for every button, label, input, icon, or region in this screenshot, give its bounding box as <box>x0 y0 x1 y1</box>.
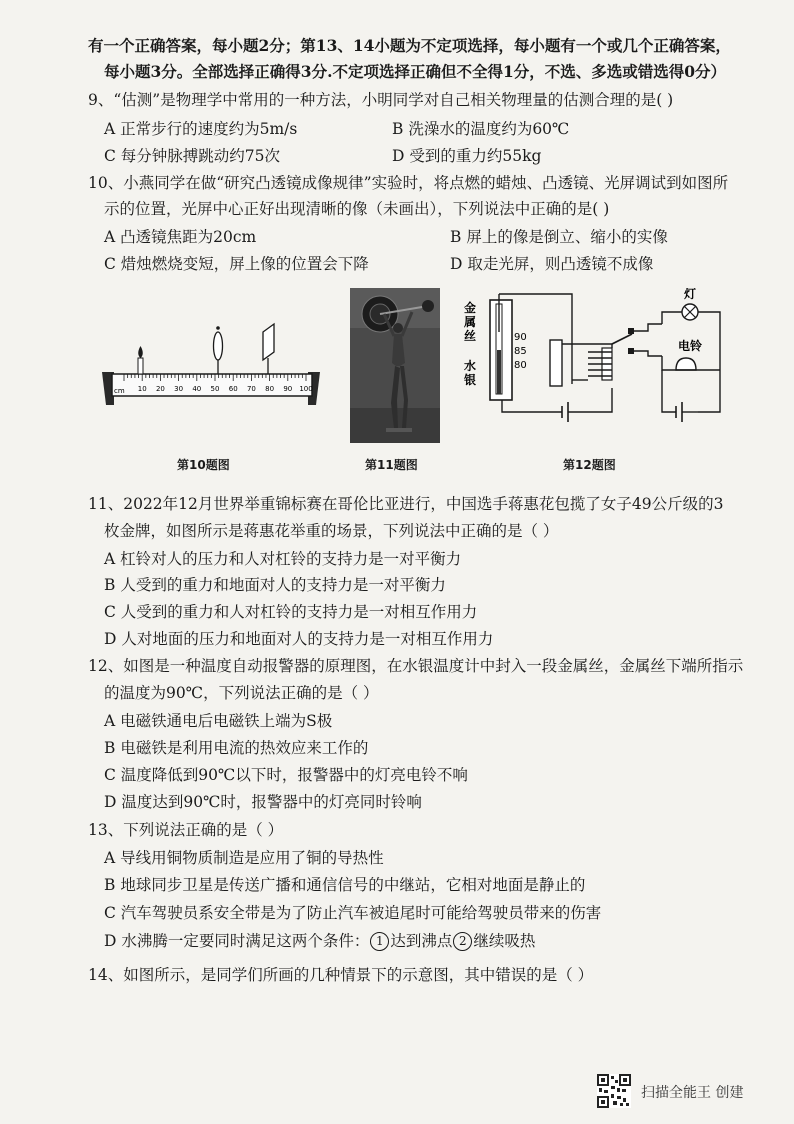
q10-option-a: A 凸透镜焦距为20cm <box>104 228 257 246</box>
convex-lens <box>214 326 223 374</box>
q12-option-b: B 电磁铁是利用电流的热效应来工作的 <box>104 739 369 757</box>
q11-stem-2: 枚金牌，如图所示是蒋惠花举重的场景，下列说法中正确的是（ ） <box>104 522 559 540</box>
q10-stem-1: 10、小燕同学在做“研究凸透镜成像规律”实验时，将点燃的蜡烛、凸透镜、光屏调试到如图所 <box>88 174 729 192</box>
armature <box>612 334 632 344</box>
scale-85: 85 <box>514 346 527 357</box>
ruler-tick-label: 100 <box>299 385 313 393</box>
q13-option-d-item-1: 达到沸点 <box>390 932 453 950</box>
q11-option-c: C 人受到的重力和人对杠铃的支持力是一对相互作用力 <box>104 603 478 621</box>
qr-code-icon <box>597 1074 631 1108</box>
q12-stem-1: 12、如图是一种温度自动报警器的原理图，在水银温度计中封入一段金属丝，金属丝下端所指示 <box>88 657 744 675</box>
q9-option-c: C 每分钟脉搏跳动约75次 <box>104 147 281 165</box>
ruler-tick-label: 80 <box>265 385 275 393</box>
ruler-tick-label: 90 <box>283 385 293 393</box>
q9-stem: 9、“估测”是物理学中常用的一种方法，小明同学对自己相关物理量的估测合理的是( ) <box>88 91 674 109</box>
ruler-unit-label: cm <box>114 387 125 395</box>
mercury-column <box>497 350 501 394</box>
q12-stem-2: 的温度为90℃，下列说法正确的是（ ） <box>104 684 379 702</box>
label-metal-wire-3: 丝 <box>464 329 477 343</box>
q11-option-a: A 杠铃对人的压力和人对杠铃的支持力是一对平衡力 <box>104 550 462 568</box>
light-screen <box>263 324 274 374</box>
q9-option-b: B 洗澡水的温度约为60℃ <box>392 120 570 138</box>
figure-10-optical-bench <box>100 310 325 410</box>
q10-stem-2: 示的位置，光屏中心正好出现清晰的像（未画出），下列说法中正确的是( ) <box>104 200 610 218</box>
relay-frame <box>550 340 562 386</box>
label-metal-wire-1: 金 <box>464 301 477 315</box>
instructions-line-1: 有一个正确答案，每小题2分；第13、14小题为不定项选择，每小题有一个或几个正确答案， <box>88 36 731 55</box>
scale-80: 80 <box>514 360 527 371</box>
scanner-watermark <box>597 1074 787 1110</box>
q12-option-c: C 温度降低到90℃以下时，报警器中的灯亮电铃不响 <box>104 766 468 784</box>
bell-icon <box>674 358 698 370</box>
ruler-tick-label: 20 <box>155 385 165 393</box>
q13-option-d-item-2: 继续吸热 <box>473 932 536 950</box>
ruler-tick-label: 60 <box>228 385 238 393</box>
candle <box>138 346 143 374</box>
q13-option-a: A 导线用铜物质制造是应用了铜的导热性 <box>104 849 384 867</box>
q11-stem-1: 11、2022年12月世界举重锦标赛在哥伦比亚进行，中国选手蒋惠花包揽了女子49公斤级的3 <box>88 495 724 513</box>
q10-option-c: C 焟烛燃烧变短，屏上像的位置会下降 <box>104 255 369 273</box>
scale-90: 90 <box>514 332 527 343</box>
instructions-line-2: 每小题3分。全部选择正确得3分.不定项选择正确但不全得1分，不选、多选或错选得0分） <box>104 62 727 81</box>
ruler-tick-label: 10 <box>137 385 147 393</box>
circled-number-2: 2 <box>453 932 472 951</box>
q12-option-a: A 电磁铁通电后电磁铁上端为S极 <box>104 712 333 730</box>
figure-12-alarm-circuit <box>462 288 732 428</box>
q9-option-a: A 正常步行的速度约为5m/s <box>104 120 298 138</box>
q13-option-c: C 汽车驾驶员系安全带是为了防止汽车被追尾时可能给驾驶员带来的伤害 <box>104 904 602 922</box>
q10-option-d: D 取走光屏，则凸透镜不成像 <box>450 255 654 273</box>
q11-option-d: D 人对地面的压力和地面对人的支持力是一对相互作用力 <box>104 630 494 648</box>
q12-option-d: D 温度达到90℃时，报警器中的灯亮同时铃响 <box>104 793 422 811</box>
ruler-tick-label: 40 <box>192 385 202 393</box>
q13-stem: 13、下列说法正确的是（ ） <box>88 821 284 839</box>
q13-option-b: B 地球同步卫星是传送广播和通信信号的中继站，它相对地面是静止的 <box>104 876 586 894</box>
label-bell: 电铃 <box>678 339 703 353</box>
q13-option-d-prefix: D 水沸腾一定要同时满足这两个条件： <box>104 932 370 950</box>
lamp-icon <box>682 304 698 320</box>
q14-stem: 14、如图所示，是同学们所画的几种情景下的示意图，其中错误的是（ ） <box>88 966 594 984</box>
figure-11-weightlifting-photo <box>350 288 440 443</box>
label-metal-wire-2: 属 <box>464 315 477 329</box>
label-mercury-2: 银 <box>464 373 477 387</box>
circled-number-1: 1 <box>370 932 389 951</box>
ruler-tick-label: 30 <box>174 385 184 393</box>
q11-option-b: B 人受到的重力和地面对人的支持力是一对平衡力 <box>104 576 446 594</box>
q10-option-b: B 屏上的像是倒立、缩小的实像 <box>450 228 668 246</box>
watermark-text: 扫描全能王 创建 <box>641 1085 744 1101</box>
q13-option-d <box>0 929 794 953</box>
figure-12-caption: 第12题图 <box>563 458 616 472</box>
figure-10-caption: 第10题图 <box>177 458 230 472</box>
label-mercury-1: 水 <box>464 359 477 373</box>
figure-11-caption: 第11题图 <box>365 458 418 472</box>
ruler-tick-label: 70 <box>246 385 256 393</box>
q9-option-d: D 受到的重力约55kg <box>392 147 542 165</box>
label-lamp: 灯 <box>684 288 697 301</box>
electromagnet-coil <box>588 348 612 380</box>
ruler-tick-label: 50 <box>210 385 220 393</box>
